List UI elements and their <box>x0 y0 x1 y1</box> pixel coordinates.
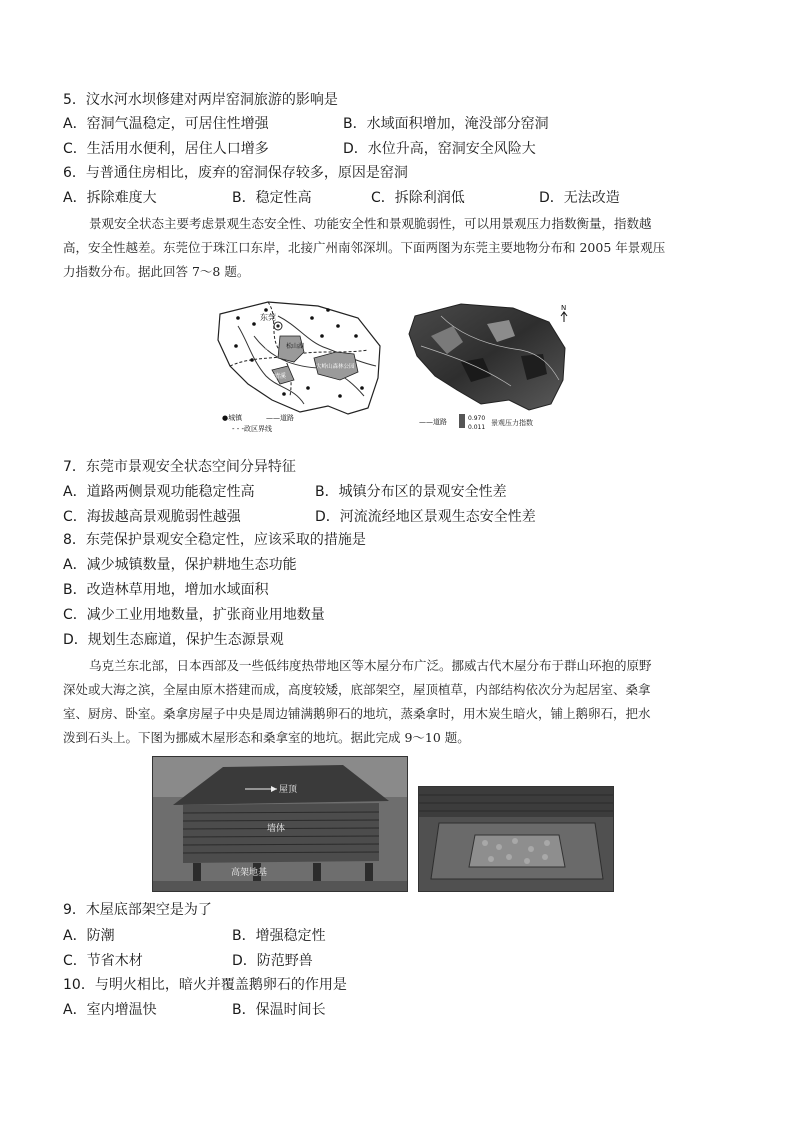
dongguan-feature-map <box>208 296 393 436</box>
passage-wooden-house-line-4: 泼到石头上。下图为挪威木屋形态和桑拿室的地坑。据此完成 9～10 题。 <box>63 730 470 745</box>
q5-stem: 5．汶水河水坝修建对两岸窑洞旅游的影响是 <box>63 92 338 108</box>
q8-option-d: D．规划生态廊道，保护生态源景观 <box>63 632 284 648</box>
q7-option-c: C．海拔越高景观脆弱性越强 <box>63 509 241 525</box>
map1-legend-road: ——道路 <box>266 414 294 422</box>
legend-high: 0.970 <box>468 415 486 422</box>
sauna-pit-photo <box>418 786 614 892</box>
q10-stem: 10．与明火相比，暗火并覆盖鹅卵石的作用是 <box>63 977 347 993</box>
q10-option-b: B．保温时间长 <box>232 1002 326 1018</box>
map1-label-a: 水乡 <box>264 345 277 352</box>
q9-stem: 9．木屋底部架空是为了 <box>63 902 212 918</box>
q5-option-c: C．生活用水便利，居住人口增多 <box>63 141 269 157</box>
map1-label-c: 清溪 <box>274 373 287 380</box>
legend-low: 0.011 <box>468 424 486 431</box>
label-wall: 墙体 <box>267 824 286 834</box>
q8-option-c: C．减少工业用地数量，扩张商业用地数量 <box>63 607 325 623</box>
q7-stem: 7．东莞市景观安全状态空间分异特征 <box>63 459 296 475</box>
q6-option-c: C．拆除利润低 <box>371 190 465 206</box>
q9-option-b: B．增强稳定性 <box>232 928 326 944</box>
passage-landscape-line-1: 景观安全状态主要考虑景观生态安全性、功能安全性和景观脆弱性，可以用景观压力指数衡量，指数越 <box>89 216 652 231</box>
q5-option-a: A．窑洞气温稳定，可居住性增强 <box>63 116 269 132</box>
q6-stem: 6．与普通住房相比，废弃的窑洞保存较多，原因是窑洞 <box>63 165 408 181</box>
q8-option-a: A．减少城镇数量，保护耕地生态功能 <box>63 557 297 573</box>
passage-wooden-house <box>63 654 733 750</box>
passage-wooden-house-line-3: 室、厨房、卧室。桑拿房屋子中央是周边铺满鹅卵石的地坑，蒸桑拿时，用木炭生暗火，铺上鹅卵石，把水 <box>63 706 651 721</box>
map1-park-label: 大岭山森林公园 <box>316 364 355 370</box>
q5-option-b: B．水域面积增加，淹没部分窑洞 <box>343 116 549 132</box>
q9-option-c: C．节省木材 <box>63 953 143 969</box>
passage-landscape <box>63 212 733 284</box>
map1-legend-boundary: - - -政区界线 <box>232 425 273 433</box>
map1-legend-town: ●城镇 <box>222 414 243 422</box>
passage-wooden-house-line-2: 深处或大海之滨，全屋由原木搭建而成，高度较矮，底部架空，屋顶植草，内部结构依次分为起居室、桑拿 <box>63 682 651 697</box>
wooden-house-photo <box>152 756 408 892</box>
map1-city-label: 东莞 <box>260 313 276 322</box>
label-roof: 屋顶 <box>279 785 298 795</box>
north-arrow-label: N <box>561 304 567 312</box>
q9-option-a: A．防潮 <box>63 928 115 944</box>
map1-label-b: 松山湖 <box>286 343 305 350</box>
passage-landscape-line-2: 高，安全性越差。东莞位于珠江口东岸，北接广州南邻深圳。下面两图为东莞主要地物分布和 2005 年景观压 <box>63 240 666 255</box>
q7-option-a: A．道路两侧景观功能稳定性高 <box>63 484 255 500</box>
q10-option-a: A．室内增温快 <box>63 1002 157 1018</box>
q6-option-a: A．拆除难度大 <box>63 190 157 206</box>
q5-option-d: D．水位升高，窑洞安全风险大 <box>343 141 536 157</box>
legend-gradient-swatch <box>459 414 465 428</box>
map2-legend-road: ——道路 <box>419 418 447 426</box>
legend-title: 景观压力指数 <box>491 419 533 427</box>
passage-wooden-house-line-1: 乌克兰东北部，日本西部及一些低纬度热带地区等木屋分布广泛。挪威古代木屋分布于群山环抱的原野 <box>89 658 652 673</box>
q9-option-d: D．防范野兽 <box>232 953 313 969</box>
passage-landscape-line-3: 力指数分布。据此回答 7～8 题。 <box>63 264 250 279</box>
pressure-index-map <box>401 296 579 436</box>
label-raised-base: 高架地基 <box>231 868 268 878</box>
q7-option-b: B．城镇分布区的景观安全性差 <box>315 484 507 500</box>
q8-stem: 8．东莞保护景观安全稳定性，应该采取的措施是 <box>63 532 366 548</box>
q6-option-d: D．无法改造 <box>539 190 620 206</box>
q8-option-b: B．改造林草用地，增加水域面积 <box>63 582 269 598</box>
q7-option-d: D．河流流经地区景观生态安全性差 <box>315 509 536 525</box>
q6-option-b: B．稳定性高 <box>232 190 312 206</box>
